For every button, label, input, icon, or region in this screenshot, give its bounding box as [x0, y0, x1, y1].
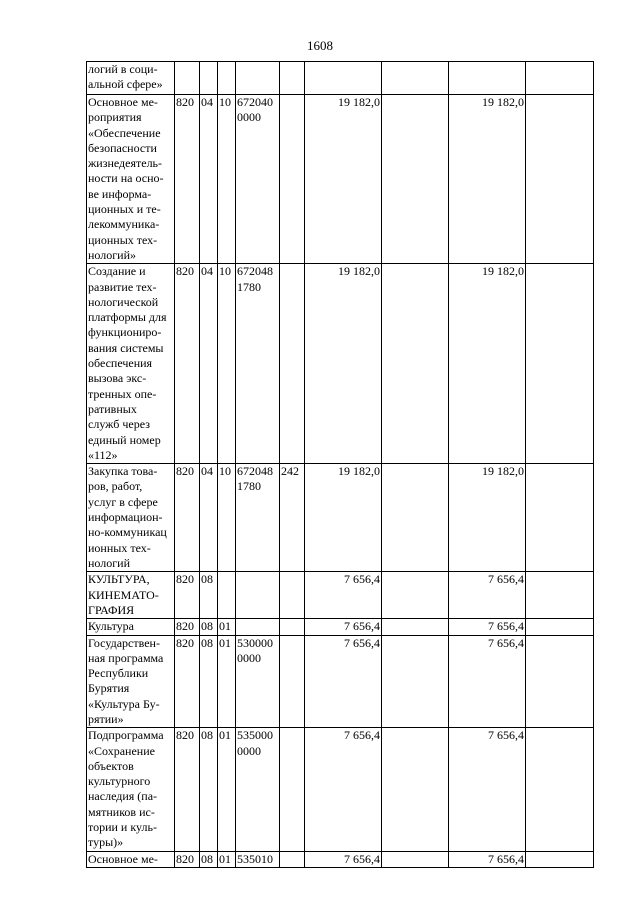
cell-sum-1-text: 19 182,0 [338, 95, 380, 109]
cell-name-text: КУЛЬТУРА, КИНЕМАТО- ГРАФИЯ [88, 572, 159, 617]
cell-section [200, 619, 218, 635]
cell-expense-type-text: 242 [281, 464, 299, 479]
cell-sum-2-text: 7 656,4 [488, 728, 524, 743]
cell-blank-1 [382, 62, 449, 95]
cell-name [87, 851, 175, 867]
cell-section [200, 851, 218, 867]
cell-name-text: Закупка това- ров, работ, услуг в сфере информацион- но-коммуникац ионных тех- нологий [88, 464, 167, 570]
cell-section [200, 635, 218, 728]
cell-subsection [218, 619, 236, 635]
cell-sum-2-text: 19 182,0 [482, 264, 524, 279]
cell-name [87, 635, 175, 728]
cell-name [87, 464, 175, 572]
cell-admin-code-text: 820 [176, 464, 194, 479]
cell-expense-type [280, 95, 305, 264]
cell-blank-2 [526, 572, 594, 619]
cell-subsection-text: 10 [219, 95, 231, 109]
cell-target-article-text: 672048 1780 [237, 264, 273, 294]
cell-section [200, 464, 218, 572]
cell-subsection [218, 464, 236, 572]
table-row [87, 95, 594, 264]
cell-sum-2 [449, 851, 526, 867]
cell-name [87, 572, 175, 619]
cell-sum-1 [305, 851, 382, 867]
cell-section-text: 08 [201, 619, 213, 634]
cell-target-article [236, 619, 280, 635]
cell-target-article-text: 535000 0000 [237, 728, 273, 758]
cell-blank-1 [382, 728, 449, 851]
cell-sum-2 [449, 619, 526, 635]
cell-admin-code-text: 820 [176, 728, 194, 743]
cell-name-text: логий в соци- альной сфере» [88, 62, 163, 92]
cell-admin-code [175, 572, 200, 619]
cell-target-article [236, 62, 280, 95]
table-row [87, 62, 594, 95]
cell-target-article [236, 635, 280, 728]
cell-expense-type [280, 464, 305, 572]
cell-section-text: 04 [201, 264, 213, 279]
cell-section [200, 728, 218, 851]
cell-admin-code [175, 62, 200, 95]
cell-subsection [218, 572, 236, 619]
cell-admin-code-text: 820 [176, 95, 194, 109]
cell-admin-code-text: 820 [176, 264, 194, 279]
cell-section-text: 08 [201, 572, 213, 587]
cell-blank-1 [382, 619, 449, 635]
cell-sum-2 [449, 635, 526, 728]
cell-sum-1 [305, 572, 382, 619]
cell-admin-code [175, 264, 200, 464]
cell-subsection [218, 264, 236, 464]
cell-target-article [236, 264, 280, 464]
cell-sum-1-text: 7 656,4 [344, 635, 380, 650]
cell-blank-1 [382, 264, 449, 464]
cell-sum-1-text: 19 182,0 [338, 264, 380, 279]
cell-sum-1 [305, 464, 382, 572]
cell-sum-1-text: 7 656,4 [344, 619, 380, 634]
cell-blank-2 [526, 95, 594, 264]
cell-subsection [218, 728, 236, 851]
cell-section-text: 04 [201, 95, 213, 109]
cell-expense-type [280, 572, 305, 619]
cell-blank-2 [526, 264, 594, 464]
cell-section-text: 08 [201, 635, 213, 650]
cell-sum-1-text: 19 182,0 [338, 464, 380, 479]
cell-target-article [236, 95, 280, 264]
cell-name [87, 264, 175, 464]
cell-sum-2-text: 19 182,0 [482, 95, 524, 109]
cell-sum-2 [449, 264, 526, 464]
cell-section [200, 95, 218, 264]
cell-section-text: 08 [201, 728, 213, 743]
cell-name-text: Создание и развитие тех- нологической платформы для функциониро- вания системы обеспечения вызова экс- тренных опе- ративных служб через единый номер «112» [88, 264, 167, 462]
cell-sum-1 [305, 619, 382, 635]
cell-section [200, 62, 218, 95]
cell-subsection-text: 01 [219, 635, 231, 650]
cell-sum-2 [449, 464, 526, 572]
cell-blank-1 [382, 95, 449, 264]
cell-sum-2-text: 19 182,0 [482, 464, 524, 479]
cell-blank-2 [526, 728, 594, 851]
table-row [87, 635, 594, 728]
table-row [87, 264, 594, 464]
cell-admin-code-text: 820 [176, 851, 194, 866]
cell-expense-type [280, 635, 305, 728]
cell-name [87, 728, 175, 851]
table-row [87, 728, 594, 851]
cell-section [200, 572, 218, 619]
cell-sum-2 [449, 728, 526, 851]
cell-subsection [218, 62, 236, 95]
cell-expense-type [280, 728, 305, 851]
cell-sum-1-text: 7 656,4 [344, 851, 380, 866]
cell-section-text: 08 [201, 851, 213, 866]
cell-blank-1 [382, 464, 449, 572]
cell-target-article [236, 728, 280, 851]
cell-sum-1 [305, 95, 382, 264]
cell-sum-2-text: 7 656,4 [488, 572, 524, 587]
cell-target-article [236, 464, 280, 572]
cell-admin-code-text: 820 [176, 572, 194, 587]
cell-name-text: Подпрограмма «Сохранение объектов культурного наследия (па- мятников ис- тории и куль- туры)» [88, 728, 164, 850]
budget-table [86, 61, 594, 868]
cell-sum-2 [449, 572, 526, 619]
cell-section-text: 04 [201, 464, 213, 479]
cell-sum-2 [449, 95, 526, 264]
cell-section [200, 264, 218, 464]
cell-admin-code [175, 851, 200, 867]
cell-sum-1 [305, 62, 382, 95]
cell-target-article-text: 535010 [237, 851, 273, 866]
cell-admin-code [175, 95, 200, 264]
cell-name-text: Основное ме- [88, 851, 158, 866]
cell-sum-2-text: 7 656,4 [488, 619, 524, 634]
cell-target-article-text: 672048 1780 [237, 464, 273, 494]
cell-expense-type [280, 619, 305, 635]
cell-target-article [236, 851, 280, 867]
cell-name [87, 619, 175, 635]
cell-name-text: Государствен- ная программа Республики Бурятия «Культура Бу- рятии» [88, 635, 164, 726]
table-row [87, 464, 594, 572]
cell-blank-2 [526, 464, 594, 572]
cell-admin-code-text: 820 [176, 635, 194, 650]
cell-target-article-text: 530000 0000 [237, 635, 273, 665]
cell-subsection-text: 10 [219, 464, 231, 479]
cell-sum-1 [305, 264, 382, 464]
cell-blank-1 [382, 635, 449, 728]
cell-sum-2-text: 7 656,4 [488, 851, 524, 866]
table-row [87, 619, 594, 635]
cell-expense-type [280, 264, 305, 464]
cell-sum-1 [305, 635, 382, 728]
page-number: 1608 [307, 38, 333, 53]
cell-expense-type [280, 62, 305, 95]
cell-admin-code-text: 820 [176, 619, 194, 634]
cell-blank-2 [526, 619, 594, 635]
cell-admin-code [175, 635, 200, 728]
cell-sum-1 [305, 728, 382, 851]
cell-blank-2 [526, 635, 594, 728]
cell-subsection [218, 851, 236, 867]
table-row [87, 572, 594, 619]
cell-name [87, 62, 175, 95]
cell-name [87, 95, 175, 264]
cell-blank-1 [382, 572, 449, 619]
cell-name-text: Культура [88, 619, 134, 634]
table-row [87, 851, 594, 867]
cell-admin-code [175, 728, 200, 851]
cell-subsection [218, 635, 236, 728]
cell-subsection-text: 10 [219, 264, 231, 279]
cell-target-article-text: 672040 0000 [237, 95, 273, 125]
cell-admin-code [175, 464, 200, 572]
cell-sum-1-text: 7 656,4 [344, 572, 380, 587]
cell-subsection-text: 01 [219, 728, 231, 743]
cell-sum-2-text: 7 656,4 [488, 635, 524, 650]
cell-sum-2 [449, 62, 526, 95]
cell-subsection-text: 01 [219, 851, 231, 866]
cell-blank-1 [382, 851, 449, 867]
cell-blank-2 [526, 851, 594, 867]
cell-admin-code [175, 619, 200, 635]
cell-name-text: Основное ме- роприятия «Обеспечение безопасности жизнедеятель- ности на осно- ве информа- ционных и те- лекоммуника- ционных тех- нологий» [88, 95, 164, 262]
cell-subsection [218, 95, 236, 264]
cell-target-article [236, 572, 280, 619]
cell-subsection-text: 01 [219, 619, 231, 634]
cell-expense-type [280, 851, 305, 867]
cell-sum-1-text: 7 656,4 [344, 728, 380, 743]
cell-blank-2 [526, 62, 594, 95]
